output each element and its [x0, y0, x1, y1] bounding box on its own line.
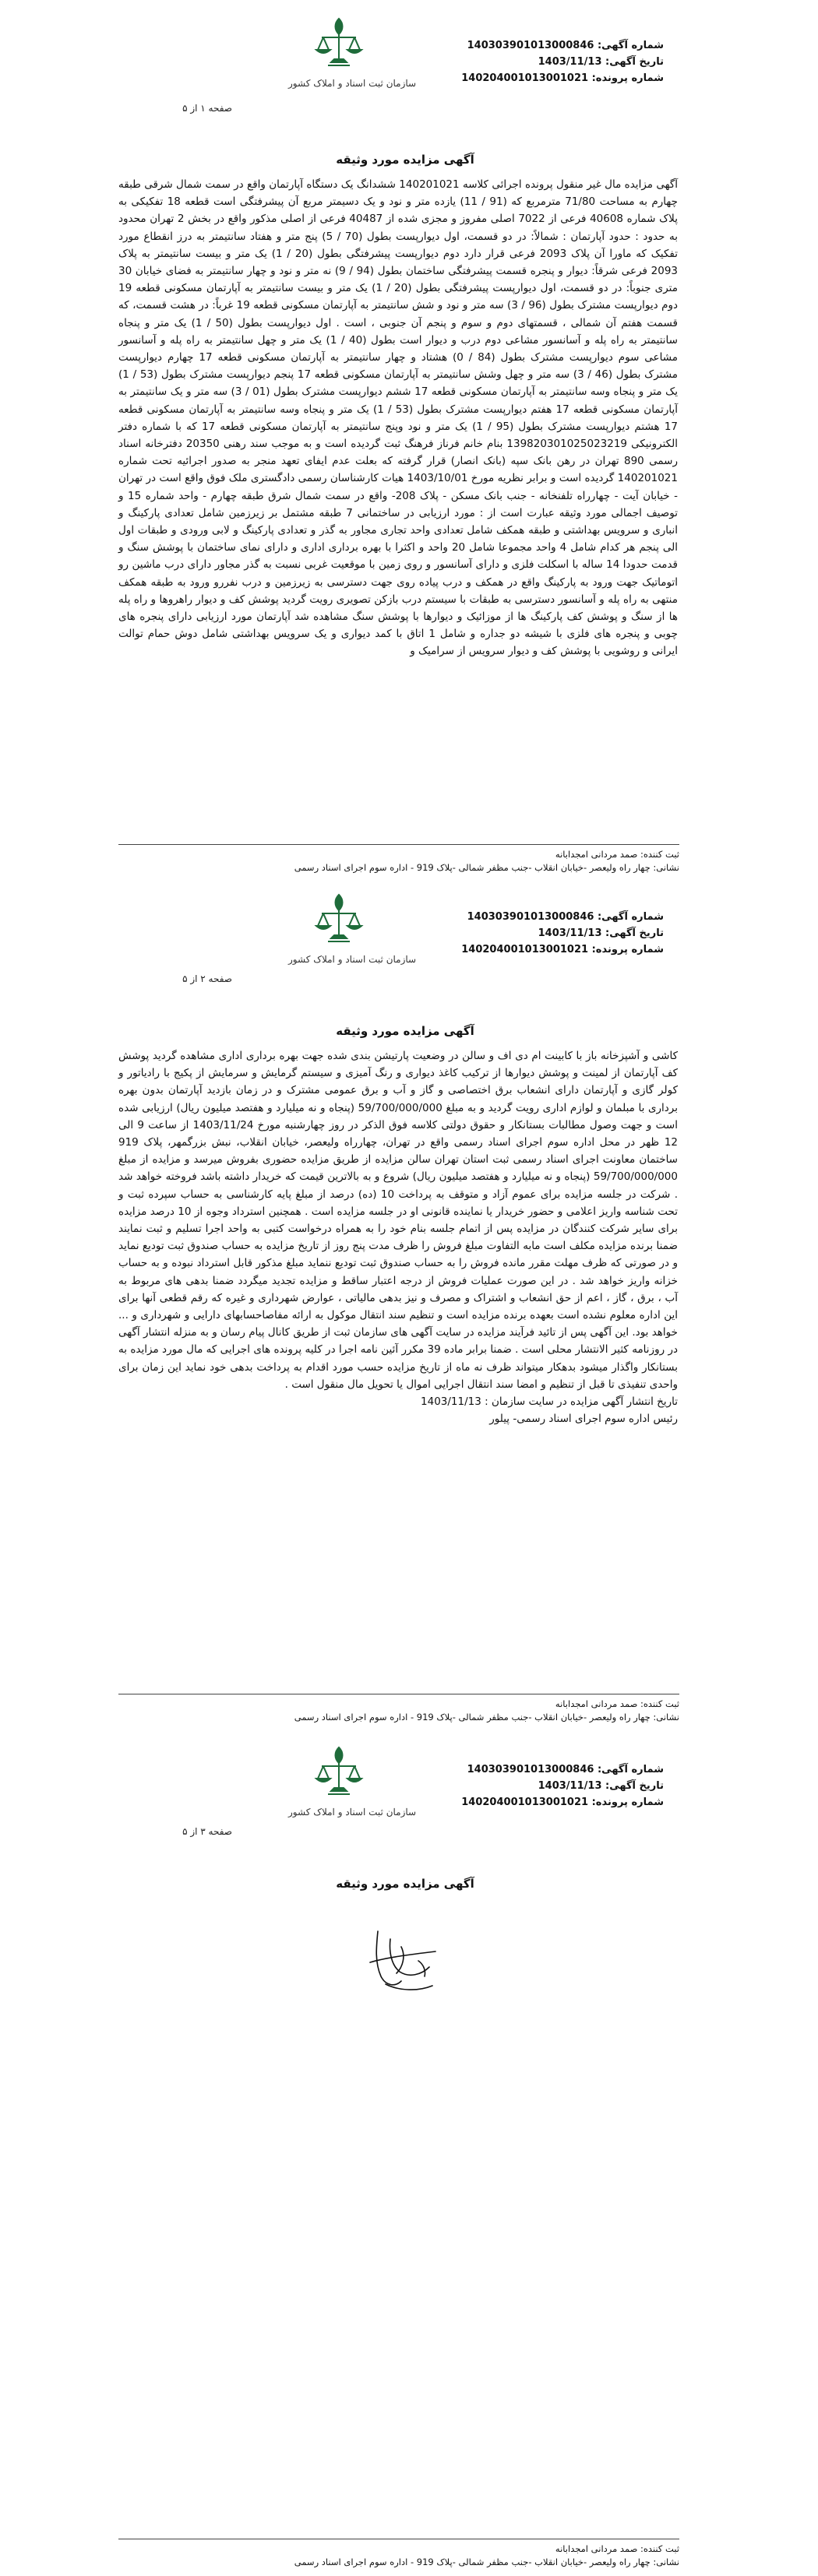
org-name: سازمان ثبت اسناد و املاک کشور [288, 78, 417, 89]
notice-title: آگهی مزایده مورد وثیقه [336, 153, 474, 167]
registry-emblem [288, 1743, 417, 1818]
notice-title: آگهی مزایده مورد وثیقه [336, 1024, 474, 1038]
notice-number: 140303901013000846 [467, 40, 594, 51]
notice-date: 1403/11/13 [538, 1780, 602, 1792]
notice-paragraph: کاشی و آشپزخانه باز با کابینت ام دی اف و سالن در وضعیت پارتیشن بندی شده جهت بهره برداری اداری مشاهده گردید پوشش کف آپارتمان از لمینت و پوشش دیوارها از ترکیب کاغذ دیواری و رنگ آمیزی و سیستم گرمایش و سرمایش از پکیج با رادیاتور و کولر گازی و آپارتمان دارای انشعاب برق اختصاصی و گاز و آب و برق عمومی مشترک و در زمان بازدید آپارتمان بدون بهره برداری با مبلمان و لوازم اداری رویت گردید و به مبلغ 59/700/000/000 (پنجاه و نه میلیارد و هفتصد میلیون ریال) ارزیابی شده است و جهت وصول مطالبات بستانکار و حقوق دولتی کلاسه فوق الذکر در روز چهارشنبه مورخ 1403/11/24 از ساعت 9 الی 12 ظهر در محل اداره سوم اجرای اسناد رسمی واقع در تهران، چهارراه ولیعصر، خیابان انقلاب، نبش بزرگمهر، پلاک 919 ساختمان معاونت اجرای اسناد رسمی ثبت استان تهران سالن مزایده از طریق مزایده حضوری بفروش میرسد و مزایده از مبلغ 59/700/000/000 (پنجاه و نه میلیارد و هفتصد میلیون ریال) شروع و به بالاترین قیمت که خریدار داشته باشد فروخته خواهد شد . شرکت در جلسه مزایده برای عموم آزاد و متوقف به پرداخت 10 (ده) درصد از مبلغ پایه کارشناسی به حساب سپرده ثبت و تحت شناسه واریز اعلامی و حضور خریدار یا نماینده قانونی او در جلسه مزایده است . همچنین استرداد وجوه از 10 درصد مزایده برای سایر شرکت کنندگان در مزایده پس از اتمام جلسه بنام خود را به همراه درخواست کتبی به واحد اجرا تسلیم و ثبت نمایند ضمنا برنده مزایده مکلف است مابه التفاوت مبلغ فروش را ظرف مدت پنج روز از تاریخ مزایده به حساب صندوق ثبت تودیع نماید و در صورتی که ظرف مهلت مقرر مانده فروش را به حساب صندوق ثبت تودیع ننماید مبلغ مذکور قابل استرداد نبوده و به حساب خزانه واریز خواهد شد . در این صورت عملیات فروش از درجه اعتبار ساقط و مزایده تجدید میگردد ضمنا بدهی های مربوط به آب ، برق ، گاز ، اعم از حق انشعاب و اشتراک و مصرف و نیز بدهی مالیاتی ، عوارض شهرداری و غیره که رقم قطعی آنها برای این اداره معلوم نشده است بعهده برنده مزایده است و تنظیم سند انتقال موکول به ارائه مفاصاحسابهای دارایی و شهرداری و ... خواهد بود. این آگهی پس از تائید فرآیند مزایده در سایت آگهی های سازمان ثبت از طریق کانال پیام رسان و به منزله انتشار آگهی در روزنامه کثیر الانتشار محلی است . ضمنا برابر ماده 39 مکرر آئین نامه اجرا در کلیه پرونده های اجرایی که مال مورد مزایده به بستانکار واگذار میشود بدهکار میتواند ظرف نه ماه از تاریخ مزایده حسب مورد اقدام به پرداخت بدهی خود نماید این زمان برای واحدی تنفیذی تا قبل از تنظیم و امضا سند انتقال اجرایی اموال یا تحویل مال منقول است . [118, 1050, 679, 1391]
case-number: 140204001013001021 [461, 1797, 589, 1808]
notice-body [118, 1047, 678, 1427]
registrar-line: ثبت کننده: صمد مردانی امجدابانه [555, 2543, 679, 2554]
notice-date-label: تاریخ آگهی: [605, 927, 664, 939]
case-number: 140204001013001021 [461, 944, 589, 955]
signatory-line: رئیس اداره سوم اجرای اسناد رسمی- پیلور [489, 1413, 678, 1426]
official-signature [354, 1916, 448, 2001]
notice-footer [118, 2539, 679, 2569]
case-number-label: شماره پرونده: [591, 944, 664, 955]
notice-meta [430, 909, 664, 958]
org-name: سازمان ثبت اسناد و املاک کشور [288, 954, 417, 965]
registry-emblem [288, 14, 417, 89]
publication-date-line: تاریخ انتشار آگهی مزایده در سایت سازمان : 1403/11/13 [421, 1395, 678, 1409]
case-number: 140204001013001021 [461, 72, 589, 84]
notice-number: 140303901013000846 [467, 911, 594, 923]
notice-footer [118, 844, 679, 875]
notice-number-label: شماره آگهی: [597, 1764, 664, 1775]
case-number-label: شماره پرونده: [591, 1797, 664, 1808]
page-number: صفحه ۱ از ۵ [182, 103, 232, 114]
notice-meta [430, 1761, 664, 1811]
scales-of-justice-icon [314, 890, 364, 951]
page-number: صفحه ۳ از ۵ [182, 1826, 232, 1837]
notice-title: آگهی مزایده مورد وثیقه [336, 1877, 474, 1891]
notice-number-label: شماره آگهی: [597, 40, 664, 51]
notice-number: 140303901013000846 [467, 1764, 594, 1775]
notice-meta [430, 37, 664, 86]
scales-of-justice-icon [314, 1743, 364, 1804]
notice-paragraph: آگهی مزایده مال غیر منقول پرونده اجرائی کلاسه 140201021 ششدانگ یک دستگاه آپارتمان واقع در سمت شمال شرقی طبقه چهارم به مساحت 71/80 مترمربع که (91 / 11) یازده متر و نود و یک دسیمتر مربع آن پیشرفتگی است قطعه 18 تفکیکی به پلاک شماره 40608 فرعی از 7022 اصلی مفروز و مجزی شده از 40487 فرعی از اصلی مذکور واقع در بخش 2 تهران محدود به حدود : حدود آپارتمان : شمالاً: در دو قسمت، اول دیوارپست بطول (70 / 5) پنج متر و هفتاد سانتیمتر به درز انقطاع مورد تفکیک که ماورا آن پلاک 2093 فرعی قرار دارد دوم دیوارپست پیشرفتگی بطول (20 / 1) یک متر و بیست سانتیمتر به پلاک 2093 فرعی شرقاً: دیوار و پنجره قسمت پیشرفتگی ساختمان بطول (94 / 9) نه متر و نود و چهار سانتیمتر به فضای خیابان 30 متری جنوباً: در دو قسمت، اول دیوارپست پیشرفتگی بطول (20 / 1) یک متر و بیست سانتیمتر به آپارتمان مسکونی قطعه 19 دوم دیوارپست مشترک بطول (96 / 3) سه متر و نود و شش سانتیمتر به آپارتمان مسکونی قطعه 19 غرباً: در هشت قسمت، که قسمت هفتم آن شمالی ، قسمتهای دوم و سوم و پنجم آن جنوبی ، است . اول دیوارپست بطول (50 / 1) یک متر و پنجاه سانتیمتر به راه پله و آسانسور مشاعی دوم درب و دیوار است بطول (40 / 1) یک متر و چهل سانتیمتر به راه پله و آسانسور مشاعی سوم دیوارپست مشترک بطول (84 / 0) هشتاد و چهار سانتیمتر به آپارتمان مسکونی قطعه 17 چهارم دیوارپست مشترک بطول (46 / 3) سه متر و چهل وشش سانتیمتر به آپارتمان مسکونی قطعه 17 پنجم دیوارپست مشترک بطول (53 / 1) یک متر و پنجاه وسه سانتیمتر به آپارتمان مسکونی قطعه 17 ششم دیوارپست مشترک بطول (01 / 3) سه متر و یک سانتیمتر به آپارتمان مسکونی قطعه 17 هفتم دیوارپست مشترک بطول (53 / 1) یک متر و پنجاه وسه سانتیمتر به آپارتمان مسکونی قطعه 17 هشتم دیوارپست مشترک بطول (95 / 1) یک متر و نود وپنج سانتیمتر به آپارتمان مسکونی قطعه 17 که با شماره دفتر الکترونیکی 139820301025023219 بنام خانم فرناز فرهنگ ثبت گردیده است و به موجب سند رهنی 20350 دفترخانه اسناد رسمی 890 تهران در رهن بانک سپه (بانک انصار) قرار گرفته که بعلت عدم ایفای تعهد منجر به صدور اجرائیه تحت شماره 140201021 گردیده است و برابر نظریه مورخ 1403/10/01 هیات کارشناسان رسمی دادگستری ملک فوق واقع است در تهران - خیابان آیت - چهارراه تلفنخانه - جنب بانک مسکن - پلاک 208- واقع در سمت شمال شرق طبقه چهارم - واحد شماره 15 و توصیف اجمالی مورد وثیقه عبارت است از : مورد ارزیابی در ساختمانی 7 طبقه مشتمل بر زیرزمین شامل تعدادی پارکینگ و انباری و سرویس بهداشتی و طبقه همکف شامل تعدادی واحد تجاری مجاور به گذر و تعدادی پارکینگ و لابی ورودی و طبقات اول الی پنجم هر کدام شامل 4 واحد مجموعا شامل 20 واحد و اکثرا با بهره برداری اداری و دارای نمای ساختمان با پوشش سنگ و قدمت حدودا 14 ساله با اسکلت فلزی و دارای آسانسور و روی زمین با موقعیت غربی نسبت به گذر مجاور دارای درب ماشین رو اتوماتیک جهت ورود به پارکینگ واقع در همکف و درب پیاده روی جهت دسترسی به زیرزمین و درب نفررو ورود به طبقه همکف منتهی به راه پله و آسانسور دسترسی به طبقات با سیستم درب بازکن تصویری رویت گردید پوشش کف و دیوار راهروها و راه پله ها از سنگ و پوشش کف پارکینگ ها از موزائیک و دیوارها با پوشش سنگ مشاهده شد آپارتمان مورد ارزیابی دارای پنجره های چوبی و پنجره های فلزی با شیشه دو جداره و شامل 1 اتاق با کمد دیواری و یک سرویس بهداشتی شامل دوش حمام توالت ایرانی و روشویی با پوشش کف و دیوار سرویس از سرامیک و [118, 178, 679, 658]
notice-date: 1403/11/13 [538, 56, 602, 68]
registry-emblem [288, 890, 417, 965]
notice-date: 1403/11/13 [538, 927, 602, 939]
address-line: نشانی: چهار راه ولیعصر -خیابان انقلاب -جنب مظفر شمالی -پلاک 919 - اداره سوم اجرای اسناد رسمی [294, 2557, 679, 2567]
registrar-line: ثبت کننده: صمد مردانی امجدابانه [555, 1698, 679, 1709]
footer-divider [118, 844, 679, 845]
registrar-line: ثبت کننده: صمد مردانی امجدابانه [555, 849, 679, 860]
address-line: نشانی: چهار راه ولیعصر -خیابان انقلاب -جنب مظفر شمالی -پلاک 919 - اداره سوم اجرای اسناد رسمی [294, 862, 679, 873]
notice-footer [118, 1694, 679, 1724]
scales-of-justice-icon [314, 14, 364, 75]
address-line: نشانی: چهار راه ولیعصر -خیابان انقلاب -جنب مظفر شمالی -پلاک 919 - اداره سوم اجرای اسناد رسمی [294, 1712, 679, 1723]
page-number: صفحه ۲ از ۵ [182, 973, 232, 984]
org-name: سازمان ثبت اسناد و املاک کشور [288, 1807, 417, 1818]
case-number-label: شماره پرونده: [591, 72, 664, 84]
notice-body [118, 176, 678, 660]
notice-number-label: شماره آگهی: [597, 911, 664, 923]
notice-date-label: تاریخ آگهی: [605, 1780, 664, 1792]
notice-date-label: تاریخ آگهی: [605, 56, 664, 68]
